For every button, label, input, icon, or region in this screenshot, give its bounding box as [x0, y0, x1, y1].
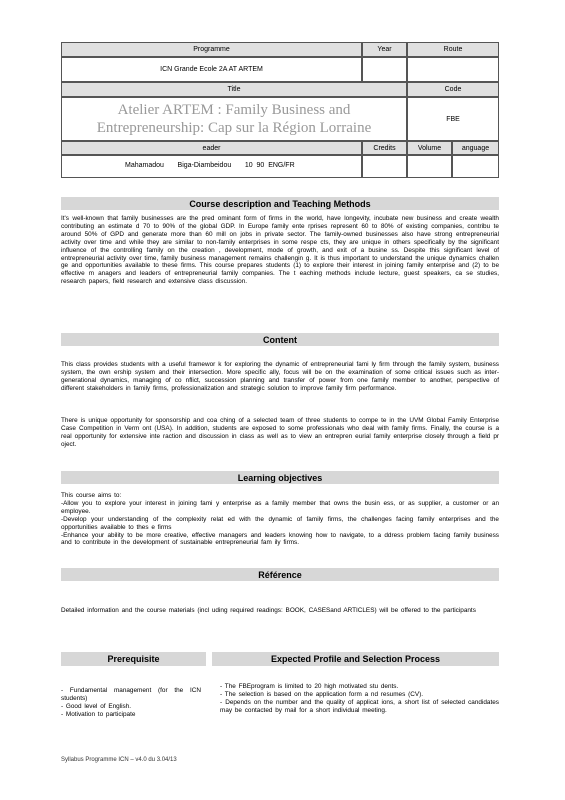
reference-text: Detailed information and the course materials (incl uding required readings: BOOK, CASESand ARTICLES) will be offered to the participants: [61, 607, 476, 614]
footer-text: Syllabus Programme ICN – v4.0 du 3.04/13: [61, 757, 177, 763]
credits-label: Credits: [362, 141, 407, 155]
year-label: Year: [362, 42, 407, 57]
expected-profile-list: [220, 683, 499, 715]
course-description-text: It's well-known that family businesses are the pred ominant form of firms in the world, have longevity, incubate new business and create wealth contributing an estimate d 70 to 90% of the global GDP. In Europe family ente rprises represent 60 to 80% of existing companies, contribu te around 50% of GPD and generate more than 60 mill on jobs in private sector. The family-owned businesses also have strong entrepreneurial activity over time and while they are similar to non-family enterprises in some respe cts, they are unique in others specifically by the significant influence of the controlling family on the creation , development, mode of growth, and exit of a busine ss. Despite this significant level of entrepreneurial activity over time, family business management remains challengin g. It is thus important to understand the unique dynamics challen ge and opportunities available to these firms. This course prepares students (1) to explore their interest in joining family enterprise and (2) to be effective m anagers and leaders of entrepreneurial family companies. The t eaching methods include lecture, guest speakers, ca se studies, research papers, field research and extensive class discussion.: [61, 215, 499, 286]
credits-value: [362, 155, 407, 178]
language-value: [452, 155, 499, 178]
language-label: anguage: [452, 141, 499, 155]
prerequisite-list: [61, 687, 201, 719]
leader-value: Mahamadou Biga-Diambeidou 10 90 ENG/FR: [61, 155, 362, 178]
prerequisite-line: - Good level of English.: [61, 702, 132, 710]
learning-line: -Develop your understanding of the complexity relat ed with the dynamic of family firms, the challenges facing family enterprises and the opportunities available to thes e firms: [61, 515, 499, 531]
leader-label: eader: [61, 141, 362, 155]
volume-value: [407, 155, 452, 178]
content-heading: Content: [61, 333, 499, 346]
title-cell: [61, 97, 407, 141]
prerequisite-line: - Fundamental management (for the ICN students): [61, 687, 201, 702]
learning-line: -Allow you to explore your interest in joining fami y enterprise as a family member that owns the busin ess, or as supplier, a customer or an employee.: [61, 499, 499, 515]
learning-objectives-heading: Learning objectives: [61, 471, 499, 484]
programme-label: Programme: [61, 42, 362, 57]
code-value: FBE: [407, 97, 499, 141]
expected-profile-line: - Depends on the number and the quality of applicat ions, a short list of selected candidates may be contacted by mail for a short individual meeting.: [220, 698, 499, 714]
prerequisite-heading: Prerequisite: [61, 652, 206, 666]
reference-heading: Référence: [61, 568, 499, 581]
course-title: Atelier ARTEM : Family Business and Entrepreneurship: Cap sur la Région Lorraine: [96, 102, 372, 136]
content-paragraph-2: There is unique opportunity for sponsorship and coa ching of a selected team of three students to compe te in the UVM Global Family Enterprise Case Competition in Verm ont (USA). In addition, students are exposed to some professionals who deal with family firms. Finally, the course is a real opportunity for extensive inte raction and discussion in class as well as to view an entrepren eurial family enterprise closely through a field pr oject.: [61, 417, 499, 448]
year-value: [362, 57, 407, 82]
course-description-heading: Course description and Teaching Methods: [61, 197, 499, 210]
title-label: Title: [61, 82, 407, 97]
route-label: Route: [407, 42, 499, 57]
expected-profile-line: - The selection is based on the application form a nd resumes (CV).: [220, 690, 423, 698]
learning-line: This course aims to:: [61, 492, 122, 499]
expected-profile-line: - The FBEprogram is limited to 20 high motivated stu dents.: [220, 683, 399, 690]
programme-value: ICN Grande Ecole 2A AT ARTEM: [61, 57, 362, 82]
learning-line: -Enhance your ability to be more creative, effective managers and leaders knowing how to navigate, to a ddress problem facing family business and to contribute in the development of sustainable entrepreneurial fam ily firms.: [61, 531, 499, 547]
expected-profile-heading: Expected Profile and Selection Process: [212, 652, 499, 666]
learning-objectives-list: [61, 492, 499, 547]
volume-label: Volume: [407, 141, 452, 155]
prerequisite-line: - Motivation to participate: [61, 710, 136, 718]
code-label: Code: [407, 82, 499, 97]
content-paragraph-1: This class provides students with a useful framewor k for exploring the dynamic of entrepreneurial fami ly firm through the family system, business system, the own ership system and their intersection. More specific ally, focus will be on the examination of some critical issues such as inter-generational dynamics, managing of co nflict, succession planning and transfer of power from one family member to another, perspective of different stakeholders in family firms, professionalization and strategic solution to improve family firm performance.: [61, 361, 499, 392]
route-value: [407, 57, 499, 82]
